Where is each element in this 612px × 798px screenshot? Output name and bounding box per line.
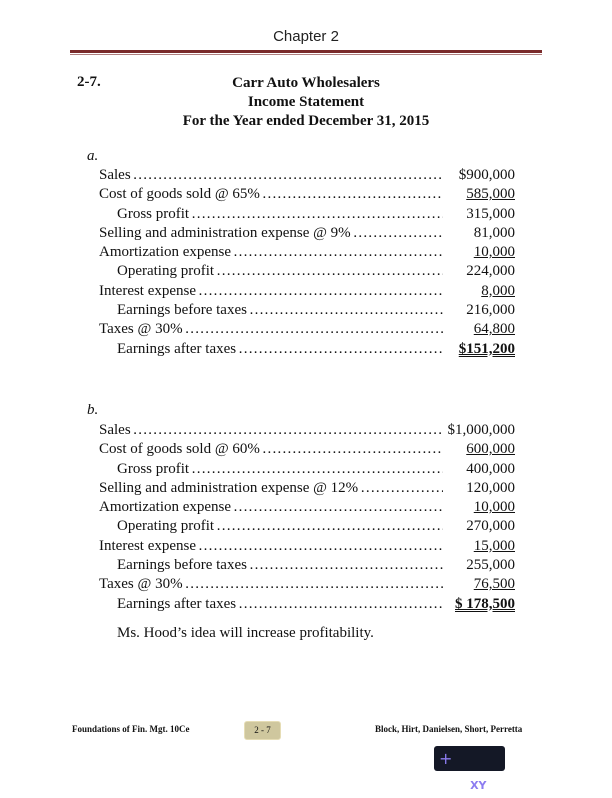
statement-row [99,421,515,440]
row-label: Sales [99,422,131,438]
row-value: 76,500 [473,576,515,593]
header-rule [70,50,542,53]
statement-row [99,575,515,594]
row-label: Taxes @ 30% [99,576,183,593]
dot-leader [262,185,443,204]
page-number-badge: 2 - 7 [244,721,281,740]
statement-row [99,224,515,243]
row-label: Taxes @ 30% [99,321,183,338]
statement-row [99,537,515,556]
statement-row [99,282,515,301]
dot-leader [198,537,443,556]
row-label: Operating profit [117,263,215,280]
dot-leader [185,575,443,594]
row-label: Earnings before taxes [117,557,247,574]
row-value: $151,200 [458,340,515,357]
statement-row [99,340,515,359]
row-value: 64,800 [473,321,515,338]
dot-leader [185,320,443,339]
statement-row [99,498,515,517]
dot-leader [216,517,443,536]
dot-leader [353,224,443,243]
chapter-header: Chapter 2 [273,28,339,45]
row-label: Selling and administration expense @ 12% [99,479,359,496]
statement-row [99,166,515,185]
row-label: Sales [99,167,131,183]
row-label: Cost of goods sold @ 60% [99,441,260,458]
row-value: 255,000 [466,557,515,574]
dot-leader [249,556,443,575]
part-a-label: a. [87,148,99,164]
statement-title: Income Statement [247,94,365,110]
row-value: 10,000 [473,244,515,261]
footer-authors: Block, Hirt, Danielsen, Short, Perretta [375,724,523,734]
row-label: Earnings after taxes [117,595,237,612]
conclusion-text: Ms. Hood’s idea will increase profitability. [117,625,374,641]
dot-leader [198,282,443,301]
statement-row [99,320,515,339]
company-name: Carr Auto Wholesalers [232,75,380,91]
statement-row [99,556,515,575]
row-value: 600,000 [466,441,515,458]
dot-leader [233,243,443,262]
statement-row [99,440,515,459]
row-label: Operating profit [117,518,215,535]
row-value: 315,000 [466,205,515,222]
row-label: Gross profit [117,205,190,222]
row-label: Interest expense [99,282,197,299]
statement-row [99,595,515,614]
row-value: 216,000 [466,302,515,319]
badge-text: Study [434,779,471,792]
row-value: 120,000 [466,479,515,496]
dot-leader [262,440,443,459]
dot-leader [360,479,443,498]
row-value: $1,000,000 [447,422,515,438]
row-value: $900,000 [458,167,515,183]
row-label: Amortization expense [99,244,232,261]
row-value: 15,000 [473,537,515,554]
statement-row [99,301,515,320]
row-label: Cost of goods sold @ 65% [99,186,260,203]
dot-leader [249,301,443,320]
dot-leader [191,460,443,479]
row-label: Gross profit [117,460,190,477]
row-label: Amortization expense [99,499,232,516]
dot-leader [216,262,443,281]
statement-row [99,460,515,479]
statement-row [99,517,515,536]
statement-row [99,243,515,262]
row-value: 270,000 [466,518,515,535]
badge-accent: XY [470,779,487,792]
row-value: $ 178,500 [455,595,515,612]
row-value: 8,000 [481,282,515,299]
row-label: Earnings before taxes [117,302,247,319]
row-label: Selling and administration expense @ 9% [99,224,351,241]
statement-row [99,262,515,281]
income-statement-a [99,166,515,359]
dot-leader [133,421,443,440]
row-value: 10,000 [473,499,515,516]
row-value: 400,000 [466,460,515,477]
plus-icon: + [439,749,453,768]
footer-book-title: Foundations of Fin. Mgt. 10Ce [72,724,190,734]
statement-row [99,205,515,224]
row-value: 585,000 [466,186,515,203]
dot-leader [133,166,443,185]
row-label: Earnings after taxes [117,340,237,357]
statement-period: For the Year ended December 31, 2015 [182,113,430,129]
dot-leader [191,205,443,224]
income-statement-b [99,421,515,614]
problem-number: 2-7. [77,74,101,90]
row-label: Interest expense [99,537,197,554]
dot-leader [233,498,443,517]
studyxy-badge[interactable] [434,746,505,792]
dot-leader [238,340,443,359]
header-rule-thin [70,54,542,55]
row-value: 81,000 [473,224,515,241]
part-b-label: b. [87,402,99,418]
statement-row [99,185,515,204]
row-value: 224,000 [466,263,515,280]
dot-leader [238,595,443,614]
statement-row [99,479,515,498]
